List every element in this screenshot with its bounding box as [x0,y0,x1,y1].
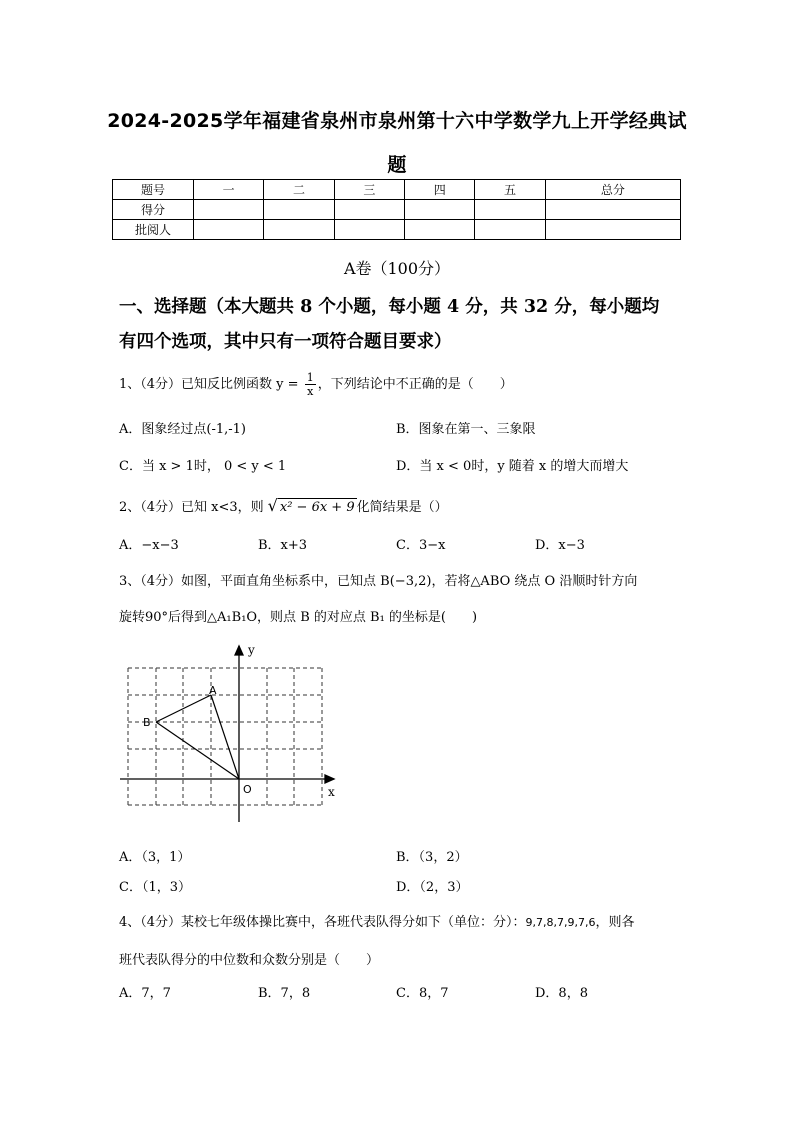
origin-label: O [243,783,252,796]
coordinate-figure [112,640,352,830]
option-b: B．x+3 [258,538,308,553]
section-heading [119,290,689,360]
table-cell [334,200,404,220]
table-header-cell: 二 [264,180,334,200]
question-text: 4、（4分）某校七年级体操比赛中，各班代表队得分如下（单位：分）： [119,915,526,930]
triangle-abo [156,695,239,779]
question-3-line-1: 3、（4分）如图，平面直角坐标系中，已知点 B(−3,2)，若将△ABO 绕点 O 沿顺时针方向 [119,574,638,589]
option-d: D．x−3 [535,538,585,553]
question-text: ，下列结论中不正确的是（ ） [317,377,513,392]
table-header-cell: 题号 [113,180,194,200]
option-c: C．当 x > 1时， 0 < y < 1 [119,459,287,474]
point-a-label: A [209,684,217,697]
option-d: D．（2，3） [396,880,469,895]
table-cell [475,200,545,220]
option-a: A．−x−3 [119,538,179,553]
table-cell [194,200,264,220]
section-heading-line: 有四个选项，其中只有一项符合题目要求） [119,332,452,352]
point-b-label: B [143,716,151,729]
table-header-cell: 总分 [545,180,680,200]
option-b: B．图象在第一、三象限 [396,422,536,437]
option-d: D．8，8 [535,986,588,1001]
radicand: x² − 6x + 9 [279,500,355,515]
table-cell [475,220,545,240]
y-axis-label: y [248,643,255,657]
option-b: B．7，8 [258,986,311,1001]
table-cell [545,200,680,220]
question-text: ，则各 [595,915,635,930]
score-list: 9,7,8,7,9,7,6 [525,916,596,929]
table-cell [545,220,680,240]
table-header-cell: 三 [334,180,404,200]
option-c: C．8，7 [396,986,449,1001]
table-cell [264,220,334,240]
segment-ao [211,695,239,779]
volume-label: A卷（100分） [343,259,451,278]
table-cell [334,220,404,240]
fraction-numerator: 1 [306,371,314,384]
question-text: 2、（4分）已知 x<3，则 [119,500,264,515]
table-row [113,200,681,220]
table-header-cell: 四 [405,180,475,200]
table-row-label: 得分 [113,200,194,220]
x-axis-arrow [325,775,334,783]
table-row [113,220,681,240]
question-3-line-2: 旋转90°后得到△A₁B₁O，则点 B 的对应点 B₁ 的坐标是( ) [119,610,478,625]
page-title: 2024-2025学年福建省泉州市泉州第十六中学数学九上开学经典试 [107,110,687,132]
question-4-line-1 [119,911,635,930]
question-text: 化简结果是（） [356,500,448,515]
option-d: D．当 x < 0时，y 随着 x 的增大而增大 [396,459,629,474]
segment-bo [156,722,239,779]
fraction-denominator: x [307,385,314,398]
page-title-continued: 题 [387,154,407,176]
question-1 [119,372,513,397]
x-axis-label: x [328,785,335,799]
table-cell [405,200,475,220]
option-b: B．（3，2） [396,850,468,865]
table-row [113,180,681,200]
table-cell [405,220,475,240]
option-c: C．3−x [396,538,446,553]
question-4-line-2: 班代表队得分的中位数和众数分别是（ ） [119,953,380,968]
radical-sign: √ [267,496,278,515]
question-2 [119,496,448,515]
question-text: 1、（4分）已知反比例函数 y = [119,377,303,392]
section-heading-line: 一、选择题（本大题共 8 个小题，每小题 4 分，共 32 分，每小题均 [119,297,660,317]
table-cell [264,200,334,220]
option-a: A．图象经过点(-1,-1) [119,422,246,437]
score-table [112,179,681,240]
table-cell [194,220,264,240]
fraction [305,372,316,397]
option-c: C．（1，3） [119,880,191,895]
option-a: A．7，7 [119,986,171,1001]
table-header-cell: 五 [475,180,545,200]
table-row-label: 批阅人 [113,220,194,240]
option-a: A．（3，1） [119,850,191,865]
table-header-cell: 一 [194,180,264,200]
y-axis-arrow [235,646,243,655]
